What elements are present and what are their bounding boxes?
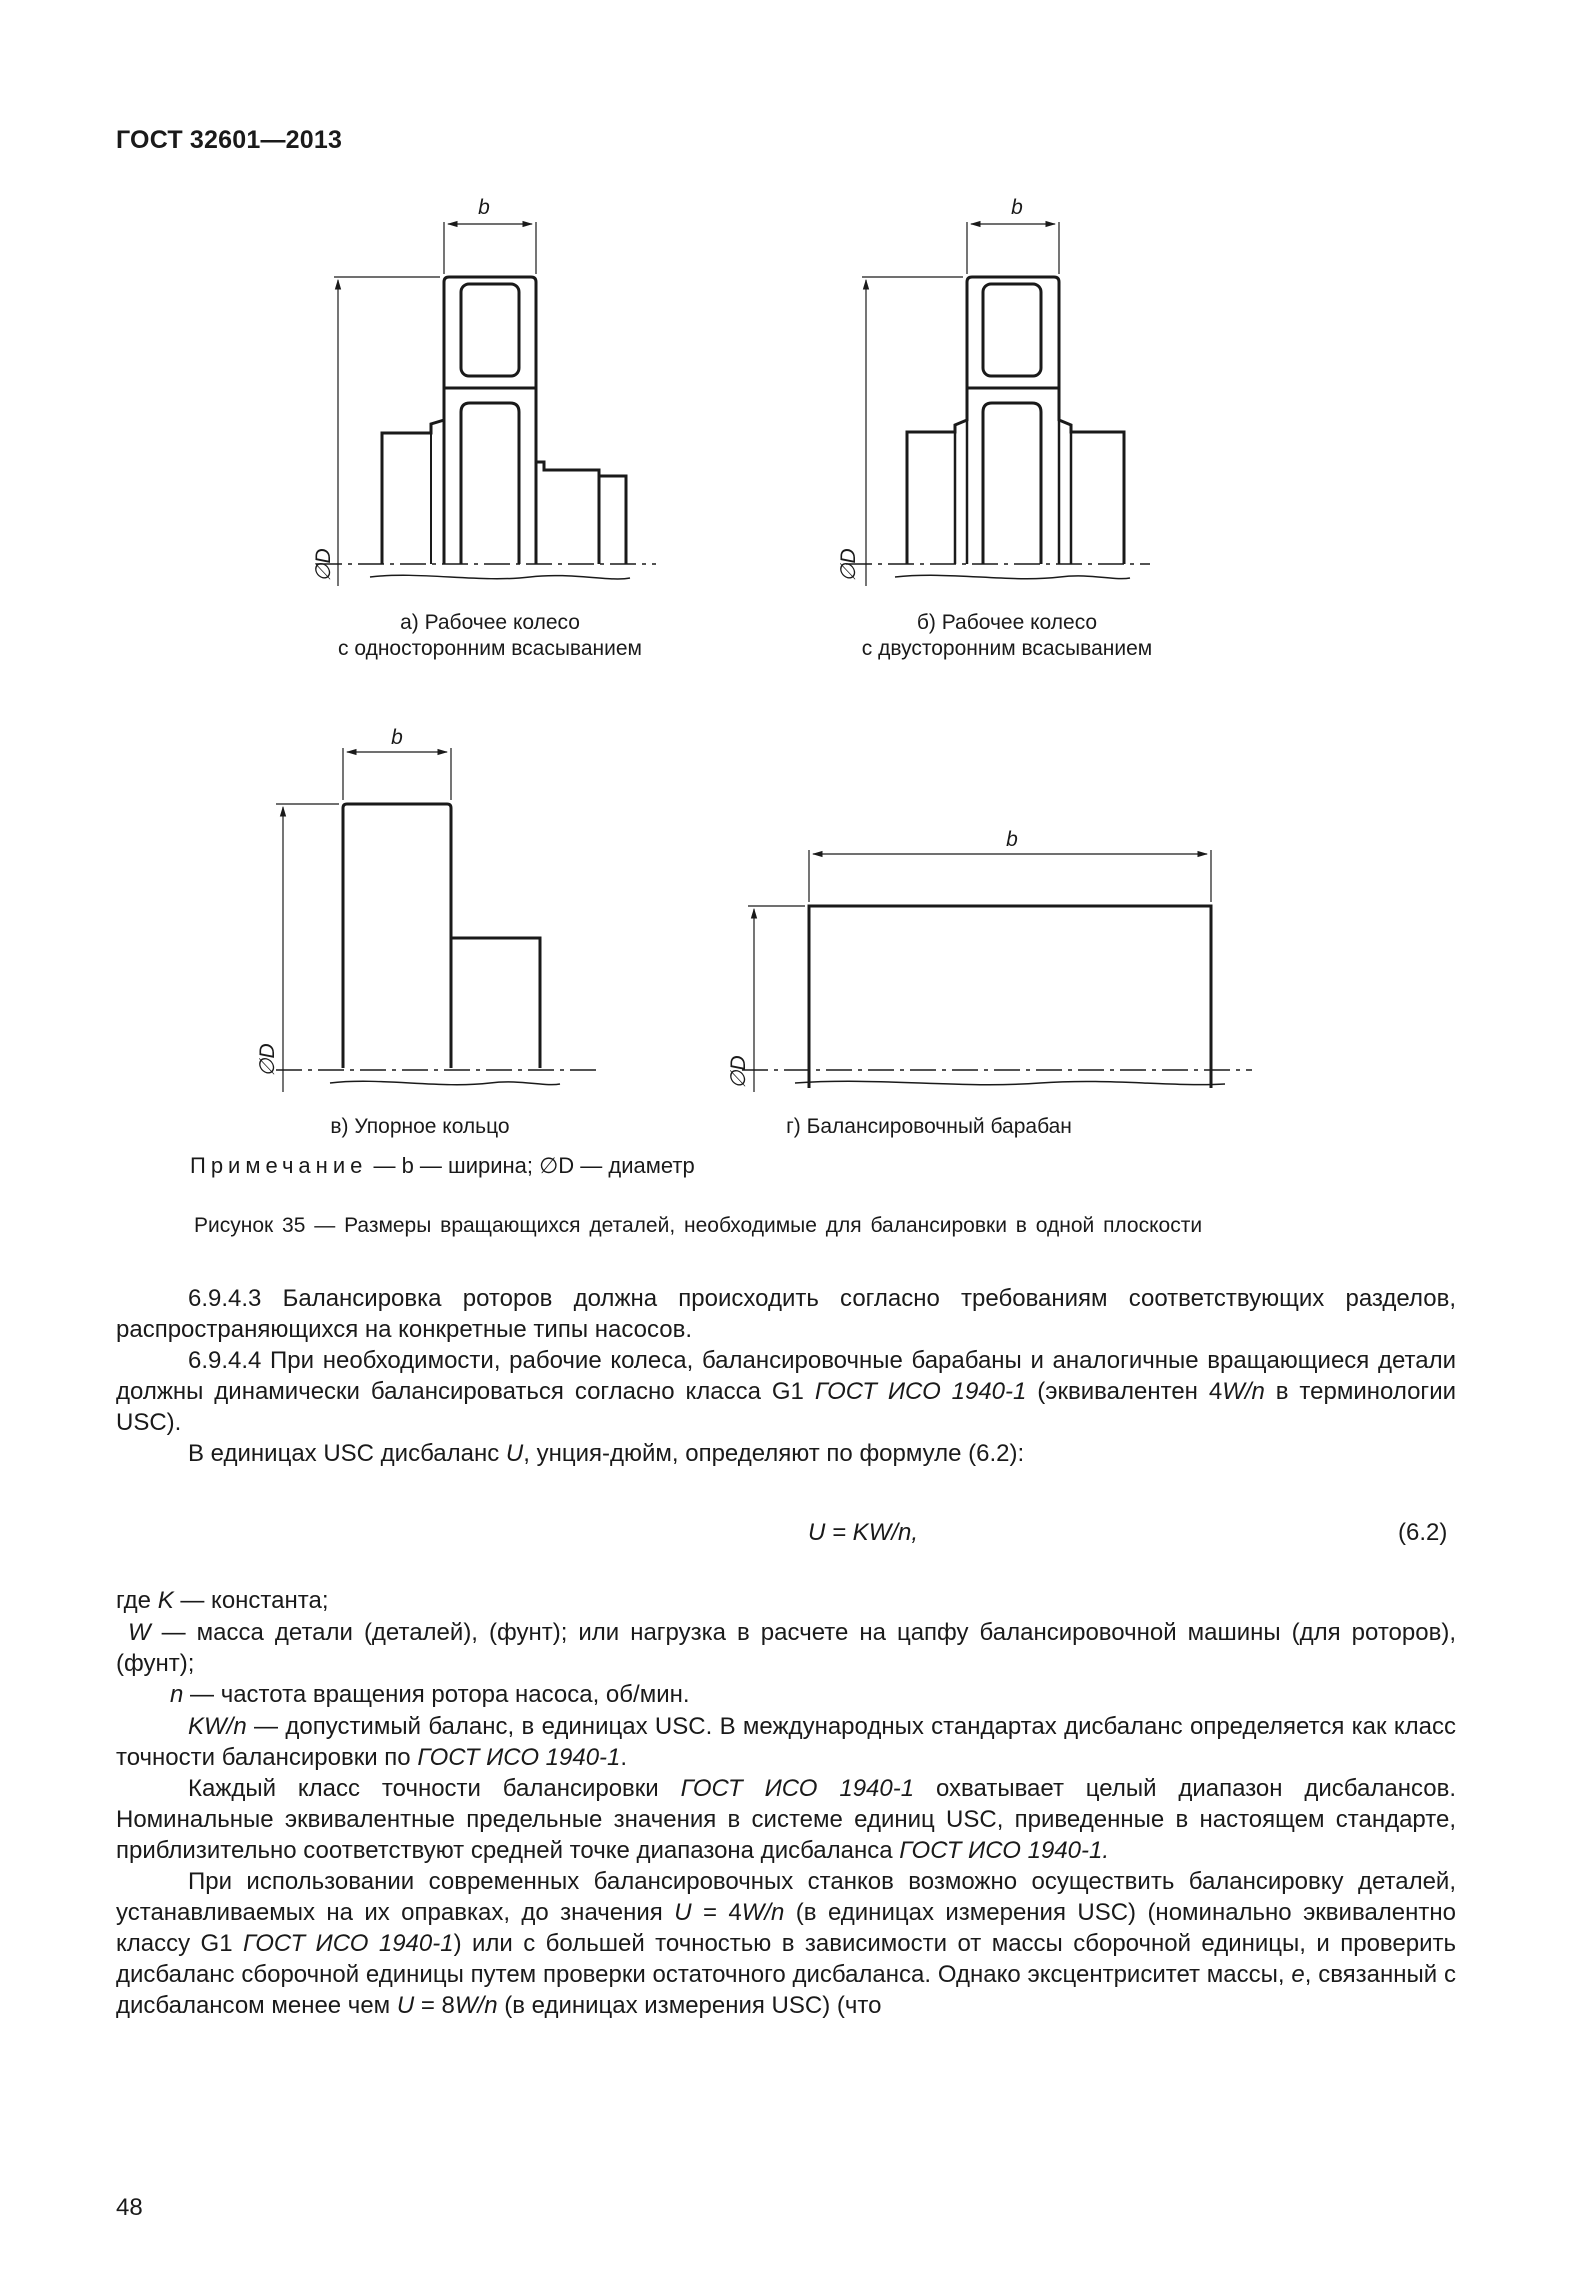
panel-c-d-label: ∅D [256,1043,279,1077]
where-n: n — частота вращения ротора насоса, об/мин. [170,1681,690,1708]
panel-b-caption-1: б) Рабочее колесо [916,611,1098,634]
formula-number: (6.2) [1398,1519,1448,1546]
panel-c-b-label: b [391,726,403,749]
note-text: — b — ширина; ∅D — диаметр [373,1153,695,1178]
note-label: Примечание [190,1153,368,1178]
paragraph-usc-intro: В единицах USC дисбаланс U, унция-дюйм, определяют по формуле (6.2): [188,1440,1025,1467]
paragraph-6-9-4-3: 6.9.4.3 Балансировка роторов должна происходить согласно требованиям соответствующих разделов, распространяющихся на конкретные типы насосов. [116,1285,1456,1343]
panel-b-d-label: ∅D [837,548,860,582]
panel-b-impeller-double [846,222,1150,586]
paragraph-class-range: Каждый класс точности балансировки ГОСТ ИСО 1940-1 охватывает целый диапазон дисбалансов. Номинальные эквивалентные предельные значения в системе единиц USC, приведенные в настоящем стандарте, приблизительно соответствуют средней точке диапазона дисбаланса ГОСТ ИСО 1940-1. [116,1775,1456,1864]
panel-b-b-label: b [1011,196,1023,219]
panel-a-impeller-single [316,222,656,586]
panel-a-b-label: b [478,196,490,219]
formula: U = KW/n, [808,1519,919,1546]
page-number: 48 [116,2194,143,2221]
panel-c-thrust-ring [276,748,598,1092]
panel-d-d-label: ∅D [727,1055,750,1089]
panel-b-caption-2: с двусторонним всасыванием [861,637,1153,660]
panel-a-caption-2: с односторонним всасыванием [338,637,642,660]
panel-d-balance-drum [742,850,1252,1092]
standard-header: ГОСТ 32601—2013 [116,126,343,154]
panel-d-b-label: b [1006,828,1018,851]
panel-c-caption: в) Упорное кольцо [330,1115,510,1138]
figure-caption: Рисунок 35 — Размеры вращающихся деталей, необходимые для балансировки в одной плоскости [194,1214,1203,1237]
figure-note [190,1153,695,1179]
where-w: W — масса детали (деталей), (фунт); или нагрузка в расчете на цапфу балансировочной машины (для роторов), (фунт); [116,1619,1456,1677]
paragraph-6-9-4-4: 6.9.4.4 При необходимости, рабочие колеса, балансировочные барабаны и аналогичные вращающиеся детали должны динамически балансироваться согласно класса G1 ГОСТ ИСО 1940-1 (эквивалентен 4W/n в терминологии USC). [116,1347,1456,1436]
panel-a-d-label: ∅D [312,548,335,582]
paragraph-balancing-machines: При использовании современных балансировочных станков возможно осуществить балансировку деталей, устанавливаемых на их оправках, до значения U = 4W/n (в единицах измерения USC) (номинально эквивалентно классу G1 ГОСТ ИСО 1940-1) или с большей точностью в зависимости от массы сборочной единицы, и проверить дисбаланс сборочной единицы путем проверки остаточного дисбаланса. Однако эксцентриситет массы, e, связанный с дисбалансом менее чем U = 8W/n (в единицах измерения USC) (что [116,1868,1456,2019]
panel-d-caption: г) Балансировочный барабан [786,1115,1072,1138]
paragraph-kwn: KW/n — допустимый баланс, в единицах USC. В международных стандартах дисбаланс определяется как класс точности балансировки по ГОСТ ИСО 1940-1. [116,1713,1456,1771]
panel-a-caption-1: а) Рабочее колесо [400,611,580,634]
where-k: где K — константа; [116,1587,329,1614]
